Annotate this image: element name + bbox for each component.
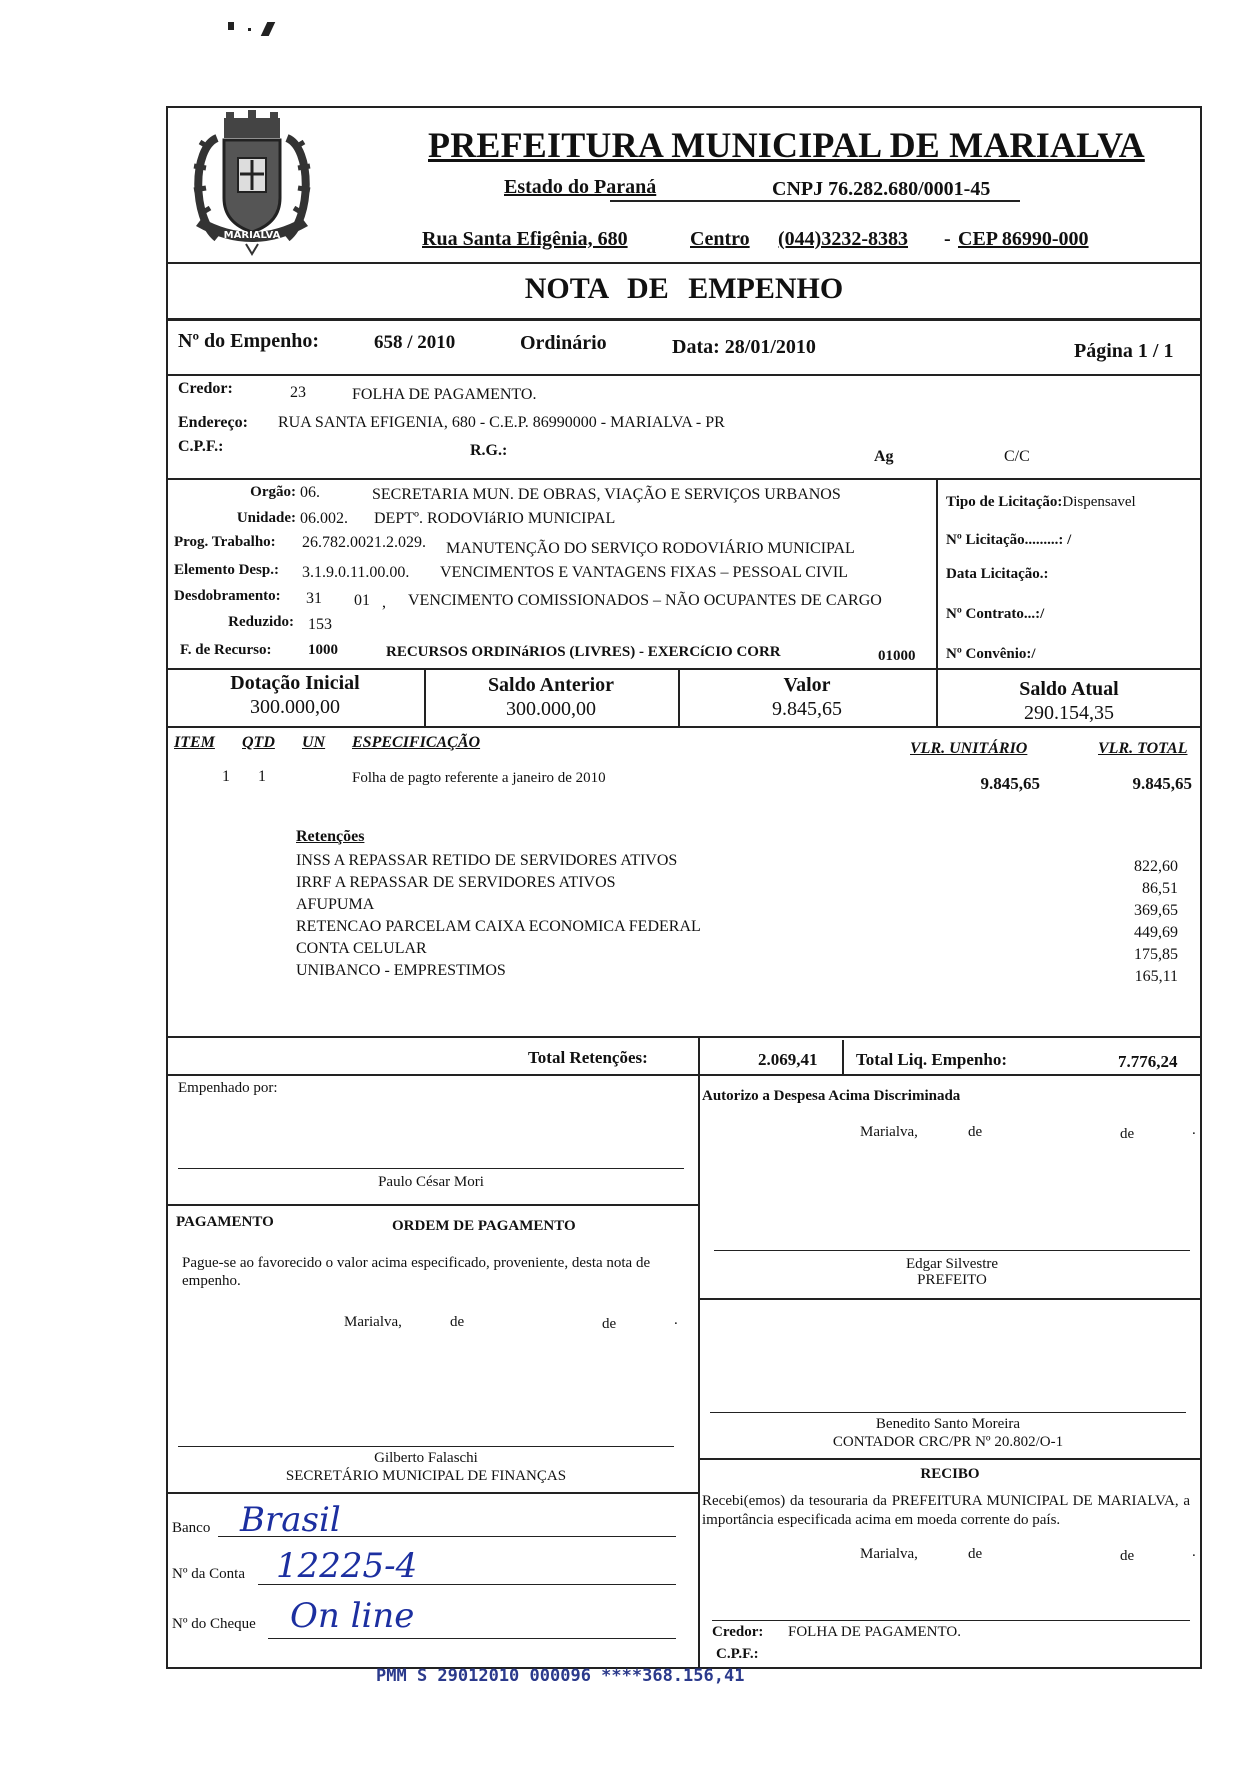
total-liquido-value: 7.776,24 (1118, 1052, 1178, 1071)
address-district: Centro (690, 228, 750, 250)
col-item: ITEM (174, 734, 215, 751)
total-liquido-label: Total Liq. Empenho: (856, 1050, 1007, 1069)
document-title: NOTA DE EMPENHO (524, 272, 844, 305)
cpf-label: C.P.F.: (178, 438, 224, 455)
retencao-value: 86,51 (1142, 880, 1178, 897)
empenho-label: Nº do Empenho: (178, 330, 320, 352)
empenho-number: 658 / 2010 (374, 332, 456, 353)
address-street: Rua Santa Efigênia, 680 (422, 228, 628, 250)
pagamento-de-2: de (602, 1316, 617, 1332)
retencao-label: AFUPUMA (296, 896, 375, 913)
desdobramento-comma: , (382, 594, 386, 611)
retencao-label: RETENCAO PARCELAM CAIXA ECONOMICA FEDERAL (296, 918, 701, 935)
elemento-code: 3.1.9.0.11.00.00. (302, 564, 410, 581)
orgao-code: 06. (300, 484, 320, 501)
dotacao-value: 300.000,00 (250, 696, 340, 718)
retencao-value: 165,11 (1134, 968, 1178, 985)
numero-contrato: Nº Contrato...:/ (946, 606, 1045, 622)
endereco-value: RUA SANTA EFIGENIA, 680 - C.E.P. 86990000 - MARIALVA - PR (278, 414, 725, 431)
recibo-place: Marialva, (860, 1546, 918, 1562)
col-especificacao: ESPECIFICAÇÃO (352, 734, 481, 751)
pagamento-text: Pague-se ao favorecido o valor acima especificado, proveniente, desta nota de empenho. (182, 1255, 651, 1289)
state-name: Estado do Paraná (504, 176, 657, 198)
recurso-code: 1000 (308, 642, 338, 658)
ag-label: Ag (874, 448, 894, 465)
endereco-label: Endereço: (178, 414, 248, 431)
col-un: UN (302, 734, 326, 751)
recibo-credor-label: Credor: (712, 1624, 764, 1640)
page-number: Página 1 / 1 (1074, 340, 1174, 362)
rg-label: R.G.: (470, 442, 508, 459)
total-retencoes-label: Total Retenções: (528, 1048, 648, 1067)
credor-label: Credor: (178, 380, 233, 397)
desdobramento-code2: 01 (354, 592, 370, 609)
pagamento-label: PAGAMENTO (176, 1214, 274, 1230)
recibo-cpf-label: C.P.F.: (716, 1646, 759, 1662)
recurso-label: F. de Recurso: (180, 642, 272, 658)
scan-mark (248, 28, 251, 31)
banco-label: Banco (172, 1520, 211, 1536)
conta-handwritten: 12225-4 (276, 1546, 418, 1586)
conta-label: Nº da Conta (172, 1566, 245, 1582)
retencao-label: UNIBANCO - EMPRESTIMOS (296, 962, 506, 979)
address-phone: (044)3232-8383 (778, 228, 908, 250)
autorizo-de-2: de (1120, 1126, 1135, 1142)
autorizo-de-1: de (968, 1124, 983, 1140)
orgao-desc: SECRETARIA MUN. DE OBRAS, VIAÇÃO E SERVIÇOS URBANOS (372, 486, 841, 503)
ordem-pagamento-title: ORDEM DE PAGAMENTO (392, 1218, 576, 1234)
tipo-licitacao: Tipo de Licitação:Dispensavel (946, 494, 1136, 510)
saldo-atual-label: Saldo Atual (1019, 678, 1119, 700)
saldo-anterior-label: Saldo Anterior (487, 674, 615, 696)
unidade-desc: DEPTº. RODOVIáRIO MUNICIPAL (374, 510, 616, 527)
numero-convenio: Nº Convênio:/ (946, 646, 1036, 662)
credor-name: FOLHA DE PAGAMENTO. (352, 386, 537, 403)
municipal-crest (182, 108, 322, 258)
prog-label: Prog. Trabalho: (174, 534, 276, 550)
empenho-type: Ordinário (520, 332, 607, 354)
cheque-label: Nº do Cheque (172, 1616, 256, 1632)
prefeito-role: PREFEITO (917, 1272, 987, 1288)
item-number: 1 (222, 768, 230, 785)
retencoes-title: Retenções (296, 828, 365, 845)
valor-value: 9.845,65 (772, 698, 842, 720)
autorizo-dot: . (1192, 1122, 1196, 1138)
col-vlr-unitario: VLR. UNITÁRIO (910, 740, 1028, 757)
data-licitacao: Data Licitação.: (946, 566, 1049, 582)
recibo-de-2: de (1120, 1548, 1135, 1564)
autorizo-place: Marialva, (860, 1124, 918, 1140)
cnpj-text: CNPJ 76.282.680/0001-45 (772, 178, 991, 200)
retencao-value: 449,69 (1134, 924, 1178, 941)
reduzido-code: 153 (308, 616, 332, 633)
address-cep: CEP 86990-000 (958, 228, 1089, 250)
col-qtd: QTD (242, 734, 275, 751)
retencao-label: INSS A REPASSAR RETIDO DE SERVIDORES ATIVOS (296, 852, 678, 869)
empenhado-name: Paulo César Mori (378, 1174, 484, 1190)
cc-label: C/C (1004, 448, 1030, 465)
elemento-desc: VENCIMENTOS E VANTAGENS FIXAS – PESSOAL CIVIL (440, 564, 848, 581)
saldo-anterior-value: 300.000,00 (506, 698, 596, 720)
saldo-atual-value: 290.154,35 (1024, 702, 1114, 724)
recibo-credor-value: FOLHA DE PAGAMENTO. (788, 1624, 961, 1640)
valor-label: Valor (783, 674, 831, 696)
banco-handwritten: Brasil (240, 1500, 341, 1540)
pagamento-dot: . (674, 1312, 678, 1328)
desdobramento-label: Desdobramento: (174, 588, 281, 604)
bank-stamp: PMM S 29012010 000096 ****368.156,41 (376, 1666, 745, 1686)
recurso-code2: 01000 (878, 648, 916, 664)
cheque-handwritten: On line (290, 1596, 415, 1636)
recibo-text: Recebi(emos) da tesouraria da PREFEITURA MUNICIPAL DE MARIALVA, a importância especificada acima em moeda corrente do país. (702, 1493, 1190, 1528)
retencao-value: 822,60 (1134, 858, 1178, 875)
desdobramento-desc: VENCIMENTO COMISSIONADOS – NÃO OCUPANTES DE CARGO (408, 592, 882, 609)
page-title: PREFEITURA MUNICIPAL DE MARIALVA (428, 125, 1145, 165)
prefeito-name: Edgar Silvestre (905, 1256, 999, 1272)
retencao-label: CONTA CELULAR (296, 940, 427, 957)
item-total-value: 9.845,65 (1132, 774, 1192, 793)
dotacao-label: Dotação Inicial (230, 672, 360, 694)
scan-mark (261, 22, 276, 36)
item-qtd: 1 (258, 768, 266, 785)
recurso-desc: RECURSOS ORDINáRIOS (LIVRES) - EXERCíCIO CORR (386, 644, 781, 660)
retencao-value: 369,65 (1134, 902, 1178, 919)
pagamento-place: Marialva, (344, 1314, 402, 1330)
retencao-value: 175,85 (1134, 946, 1178, 963)
financas-name: Gilberto Falaschi (374, 1450, 478, 1466)
financas-role: SECRETÁRIO MUNICIPAL DE FINANÇAS (285, 1468, 567, 1484)
col-vlr-total: VLR. TOTAL (1098, 740, 1188, 757)
address-sep: - (944, 228, 951, 250)
empenho-date: Data: 28/01/2010 (672, 336, 816, 358)
prog-desc: MANUTENÇÃO DO SERVIÇO RODOVIÁRIO MUNICIPAL (446, 540, 855, 557)
contador-name: Benedito Santo Moreira (875, 1416, 1021, 1432)
scan-mark (228, 22, 234, 30)
unidade-label: Unidade: (236, 510, 296, 526)
pagamento-de-1: de (450, 1314, 465, 1330)
desdobramento-code: 31 (306, 590, 322, 607)
retencao-label: IRRF A REPASSAR DE SERVIDORES ATIVOS (296, 874, 616, 891)
recibo-title: RECIBO (920, 1466, 980, 1482)
unidade-code: 06.002. (300, 510, 348, 527)
svg-text:MARIALVA: MARIALVA (223, 230, 281, 241)
contador-role: CONTADOR CRC/PR Nº 20.802/O-1 (832, 1434, 1064, 1450)
item-spec: Folha de pagto referente a janeiro de 2010 (352, 770, 606, 786)
item-unit-value: 9.845,65 (980, 774, 1040, 793)
total-retencoes-value: 2.069,41 (758, 1050, 818, 1069)
credor-code: 23 (290, 384, 306, 401)
recibo-dot: . (1192, 1544, 1196, 1560)
reduzido-label: Reduzido: (228, 614, 294, 630)
prog-code: 26.782.0021.2.029. (302, 534, 426, 551)
elemento-label: Elemento Desp.: (174, 562, 279, 578)
recibo-de-1: de (968, 1546, 983, 1562)
empenhado-label: Empenhado por: (178, 1080, 278, 1096)
numero-licitacao: Nº Licitação.........: / (946, 532, 1072, 548)
orgao-label: Orgão: (250, 484, 296, 500)
autorizo-title: Autorizo a Despesa Acima Discriminada (702, 1088, 961, 1104)
